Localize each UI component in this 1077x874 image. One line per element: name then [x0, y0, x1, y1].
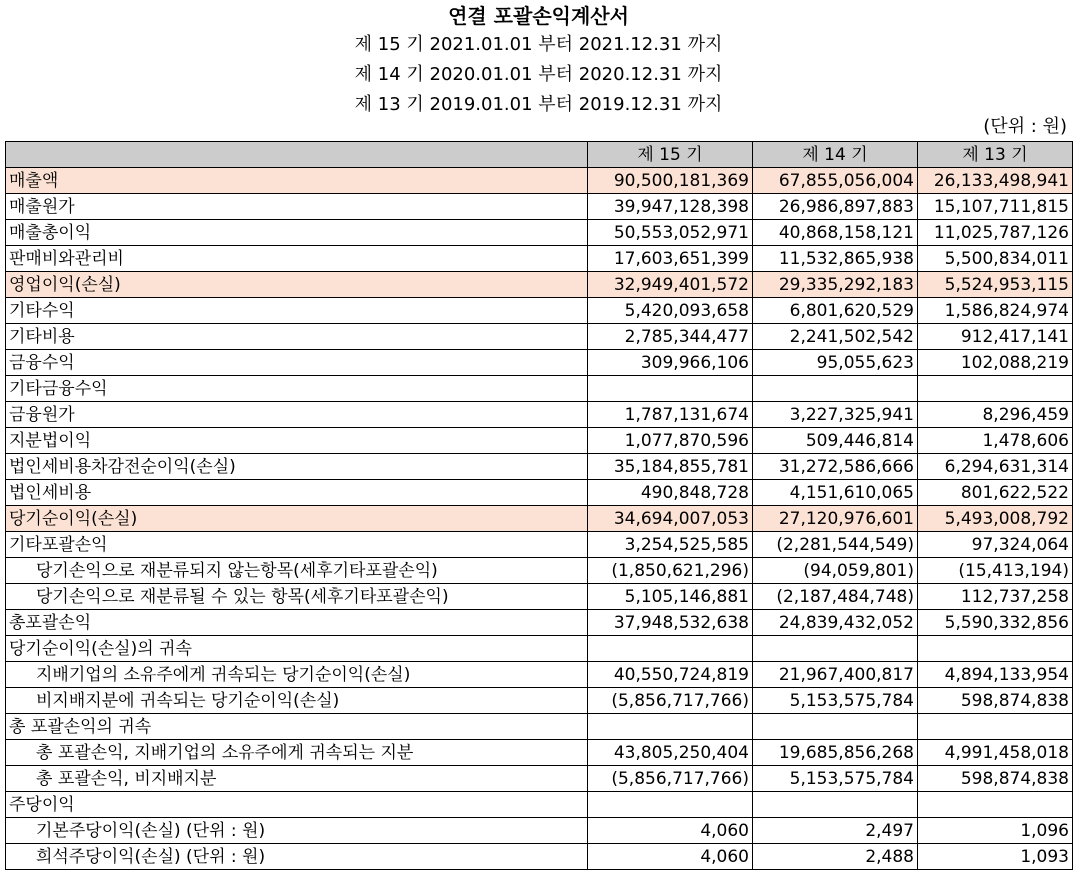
row-label: 희석주당이익(손실) (단위 : 원) — [6, 844, 588, 870]
value-14: 509,446,814 — [753, 428, 918, 454]
value-15 — [588, 792, 753, 818]
value-15 — [588, 376, 753, 402]
document-header — [0, 0, 1077, 120]
value-13: 26,133,498,941 — [918, 168, 1073, 194]
value-14: 5,153,575,784 — [753, 688, 918, 714]
value-13: 8,296,459 — [918, 402, 1073, 428]
value-13 — [918, 714, 1073, 740]
unit-label: (단위 : 원) — [983, 116, 1067, 137]
period-line: 제 15 기 2021.01.01 부터 2021.12.31 까지 — [354, 34, 723, 55]
value-14: 19,685,856,268 — [753, 740, 918, 766]
row-label: 법인세비용 — [6, 480, 588, 506]
income-statement-table — [5, 141, 1073, 870]
column-header-13: 제 13 기 — [918, 142, 1073, 168]
value-13: 5,493,008,792 — [918, 506, 1073, 532]
table-row — [6, 818, 1073, 844]
row-label: 총 포괄손익, 비지배지분 — [6, 766, 588, 792]
document-title: 연결 포괄손익계산서 — [448, 4, 629, 28]
value-15: 17,603,651,399 — [588, 246, 753, 272]
row-label: 총 포괄손익, 지배기업의 소유주에게 귀속되는 지분 — [6, 740, 588, 766]
value-13: 4,991,458,018 — [918, 740, 1073, 766]
value-15 — [588, 636, 753, 662]
row-label: 기타비용 — [6, 324, 588, 350]
value-14 — [753, 376, 918, 402]
value-13: 5,590,332,856 — [918, 610, 1073, 636]
value-13: 4,894,133,954 — [918, 662, 1073, 688]
value-14 — [753, 636, 918, 662]
value-15: 5,105,146,881 — [588, 584, 753, 610]
row-label: 당기순이익(손실)의 귀속 — [6, 636, 588, 662]
value-13: 97,324,064 — [918, 532, 1073, 558]
value-14 — [753, 792, 918, 818]
value-15: 39,947,128,398 — [588, 194, 753, 220]
value-14: 31,272,586,666 — [753, 454, 918, 480]
row-label: 영업이익(손실) — [6, 272, 588, 298]
value-13: 5,500,834,011 — [918, 246, 1073, 272]
column-header-15: 제 15 기 — [588, 142, 753, 168]
value-13: 801,622,522 — [918, 480, 1073, 506]
row-label: 기타포괄손익 — [6, 532, 588, 558]
value-14 — [753, 714, 918, 740]
value-14: 21,967,400,817 — [753, 662, 918, 688]
value-13: 1,478,606 — [918, 428, 1073, 454]
value-13: 598,874,838 — [918, 766, 1073, 792]
value-15: 4,060 — [588, 818, 753, 844]
value-14: 2,488 — [753, 844, 918, 870]
table-row — [6, 714, 1073, 740]
value-13: (15,413,194) — [918, 558, 1073, 584]
column-header-label — [6, 142, 588, 168]
value-15: 34,694,007,053 — [588, 506, 753, 532]
value-14: 26,986,897,883 — [753, 194, 918, 220]
row-label: 금융수익 — [6, 350, 588, 376]
value-15: 32,949,401,572 — [588, 272, 753, 298]
value-13: 5,524,953,115 — [918, 272, 1073, 298]
value-15 — [588, 714, 753, 740]
value-14: 2,497 — [753, 818, 918, 844]
table-row — [6, 584, 1073, 610]
value-15: 5,420,093,658 — [588, 298, 753, 324]
table-row — [6, 480, 1073, 506]
column-header-14: 제 14 기 — [753, 142, 918, 168]
value-14: 40,868,158,121 — [753, 220, 918, 246]
row-label: 비지배지분에 귀속되는 당기순이익(손실) — [6, 688, 588, 714]
table-row — [6, 168, 1073, 194]
value-15: 35,184,855,781 — [588, 454, 753, 480]
value-14: 3,227,325,941 — [753, 402, 918, 428]
value-14: 5,153,575,784 — [753, 766, 918, 792]
value-15: 1,787,131,674 — [588, 402, 753, 428]
value-15: 37,948,532,638 — [588, 610, 753, 636]
value-14: 67,855,056,004 — [753, 168, 918, 194]
value-13: 15,107,711,815 — [918, 194, 1073, 220]
value-15: (5,856,717,766) — [588, 766, 753, 792]
value-14: 11,532,865,938 — [753, 246, 918, 272]
value-13: 598,874,838 — [918, 688, 1073, 714]
value-13: 102,088,219 — [918, 350, 1073, 376]
value-14: 29,335,292,183 — [753, 272, 918, 298]
table-row — [6, 350, 1073, 376]
row-label: 총 포괄손익의 귀속 — [6, 714, 588, 740]
value-13: 1,096 — [918, 818, 1073, 844]
value-15: 43,805,250,404 — [588, 740, 753, 766]
table-row — [6, 792, 1073, 818]
table-row — [6, 194, 1073, 220]
row-label: 당기손익으로 재분류될 수 있는 항목(세후기타포괄손익) — [6, 584, 588, 610]
period-line: 제 13 기 2019.01.01 부터 2019.12.31 까지 — [354, 94, 723, 115]
value-14: 27,120,976,601 — [753, 506, 918, 532]
table-row — [6, 246, 1073, 272]
value-15: 50,553,052,971 — [588, 220, 753, 246]
row-label: 매출원가 — [6, 194, 588, 220]
table-row — [6, 324, 1073, 350]
value-14: (94,059,801) — [753, 558, 918, 584]
value-13 — [918, 792, 1073, 818]
row-label: 주당이익 — [6, 792, 588, 818]
value-13: 11,025,787,126 — [918, 220, 1073, 246]
table-row — [6, 428, 1073, 454]
row-label: 기타금융수익 — [6, 376, 588, 402]
row-label: 매출액 — [6, 168, 588, 194]
table-row — [6, 558, 1073, 584]
row-label: 당기순이익(손실) — [6, 506, 588, 532]
table-header-row — [6, 142, 1073, 168]
value-13: 6,294,631,314 — [918, 454, 1073, 480]
table-row — [6, 376, 1073, 402]
table-row — [6, 844, 1073, 870]
row-label: 매출총이익 — [6, 220, 588, 246]
value-14: 2,241,502,542 — [753, 324, 918, 350]
value-13: 1,586,824,974 — [918, 298, 1073, 324]
value-14: 4,151,610,065 — [753, 480, 918, 506]
period-line: 제 14 기 2020.01.01 부터 2020.12.31 까지 — [354, 64, 723, 85]
value-15: (1,850,621,296) — [588, 558, 753, 584]
table-row — [6, 740, 1073, 766]
table-row — [6, 636, 1073, 662]
value-14: 95,055,623 — [753, 350, 918, 376]
value-15: 3,254,525,585 — [588, 532, 753, 558]
value-14: 24,839,432,052 — [753, 610, 918, 636]
value-13: 912,417,141 — [918, 324, 1073, 350]
table-row — [6, 662, 1073, 688]
value-15: 90,500,181,369 — [588, 168, 753, 194]
value-15: 1,077,870,596 — [588, 428, 753, 454]
row-label: 판매비와관리비 — [6, 246, 588, 272]
row-label: 금융원가 — [6, 402, 588, 428]
table-row — [6, 298, 1073, 324]
row-label: 기본주당이익(손실) (단위 : 원) — [6, 818, 588, 844]
table-row — [6, 766, 1073, 792]
value-15: 309,966,106 — [588, 350, 753, 376]
value-13 — [918, 376, 1073, 402]
value-15: (5,856,717,766) — [588, 688, 753, 714]
table-row — [6, 402, 1073, 428]
value-15: 40,550,724,819 — [588, 662, 753, 688]
row-label: 당기손익으로 재분류되지 않는항목(세후기타포괄손익) — [6, 558, 588, 584]
value-15: 2,785,344,477 — [588, 324, 753, 350]
row-label: 지배기업의 소유주에게 귀속되는 당기순이익(손실) — [6, 662, 588, 688]
row-label: 지분법이익 — [6, 428, 588, 454]
value-14: (2,187,484,748) — [753, 584, 918, 610]
table-row — [6, 272, 1073, 298]
value-14: 6,801,620,529 — [753, 298, 918, 324]
table-row — [6, 688, 1073, 714]
table-row — [6, 220, 1073, 246]
value-13 — [918, 636, 1073, 662]
value-14: (2,281,544,549) — [753, 532, 918, 558]
row-label: 기타수익 — [6, 298, 588, 324]
value-13: 1,093 — [918, 844, 1073, 870]
table-row — [6, 610, 1073, 636]
table-row — [6, 506, 1073, 532]
table-row — [6, 532, 1073, 558]
row-label: 총포괄손익 — [6, 610, 588, 636]
value-15: 490,848,728 — [588, 480, 753, 506]
value-15: 4,060 — [588, 844, 753, 870]
row-label: 법인세비용차감전순이익(손실) — [6, 454, 588, 480]
table-row — [6, 454, 1073, 480]
value-13: 112,737,258 — [918, 584, 1073, 610]
